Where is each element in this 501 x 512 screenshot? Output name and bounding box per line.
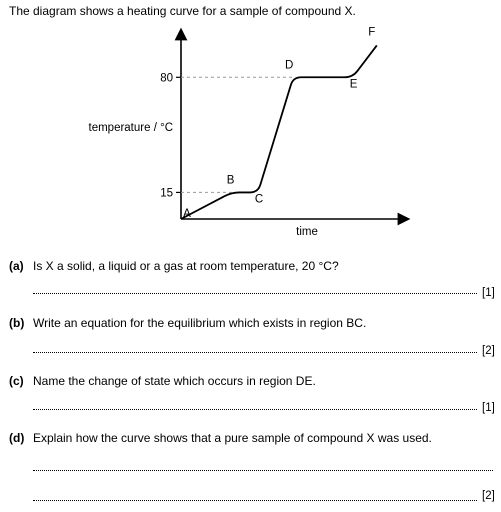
question-c-letter: (c): [9, 374, 24, 388]
question-a-letter: (a): [9, 259, 24, 273]
marks-d: [2]: [482, 490, 495, 502]
y-tick-label-15: 15: [160, 187, 173, 200]
question-b-text: Write an equation for the equilibrium which exists in region BC.: [33, 316, 367, 330]
y-axis-label: temperature / °C: [88, 122, 173, 134]
question-c-text: Name the change of state which occurs in region DE.: [33, 374, 316, 388]
question-a-text: Is X a solid, a liquid or a gas at room temperature, 20 °C?: [33, 259, 339, 273]
marks-c: [1]: [482, 402, 495, 414]
point-label-e: E: [349, 78, 358, 91]
answer-line-d-1[interactable]: [33, 470, 493, 471]
point-label-c: C: [254, 193, 264, 206]
marks-b: [2]: [482, 345, 495, 357]
marks-a: [1]: [482, 287, 495, 299]
answer-line-c[interactable]: [33, 409, 477, 410]
point-label-f: F: [368, 26, 376, 39]
point-label-d: D: [285, 59, 294, 72]
question-d-text: Explain how the curve shows that a pure sample of compound X was used.: [33, 431, 432, 445]
point-label-b: B: [226, 174, 235, 187]
point-label-a: A: [183, 208, 191, 220]
heating-curve-chart: [0, 0, 501, 250]
intro-text: The diagram shows a heating curve for a sample of compound X.: [9, 4, 356, 18]
question-b-letter: (b): [9, 316, 25, 330]
answer-line-a[interactable]: [33, 293, 477, 294]
answer-line-d-2[interactable]: [33, 500, 477, 501]
question-d-letter: (d): [9, 431, 25, 445]
y-tick-label-80: 80: [160, 72, 173, 85]
answer-line-b[interactable]: [33, 352, 477, 353]
heating-curve-line: [181, 45, 377, 219]
x-axis-label: time: [296, 226, 318, 238]
